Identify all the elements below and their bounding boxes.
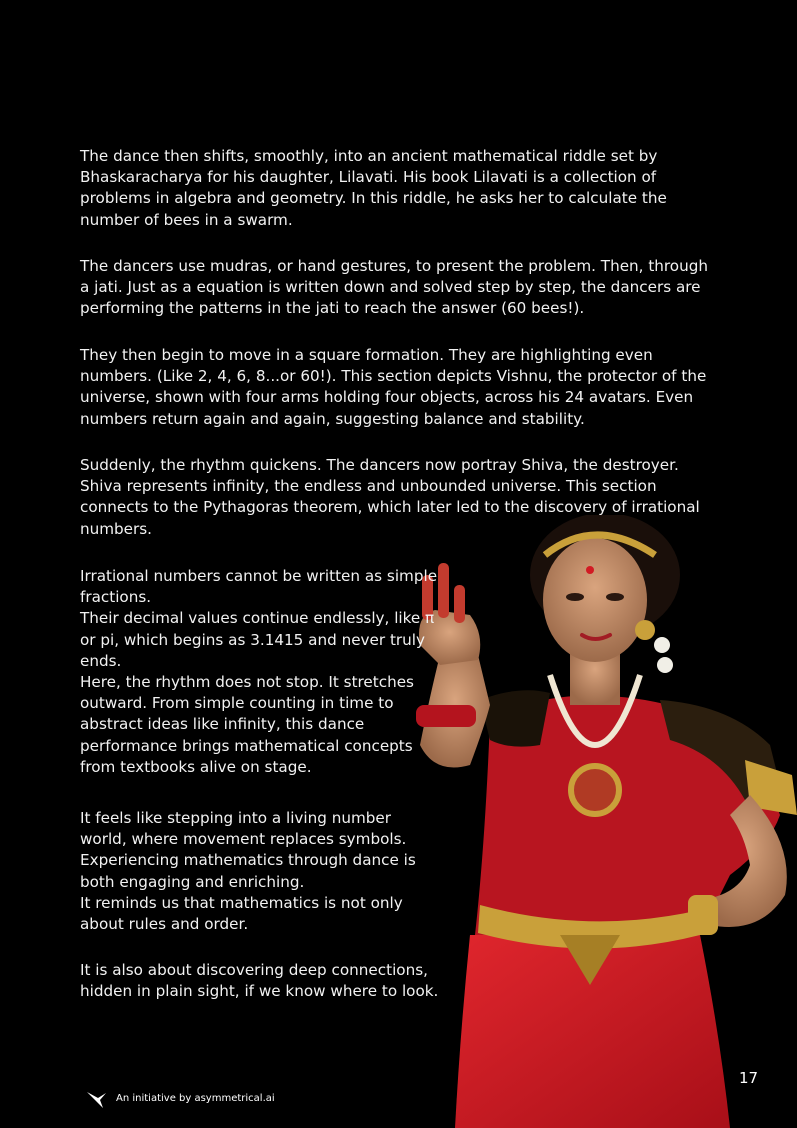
- bird-icon: [86, 1087, 108, 1109]
- paragraph-living-number-world: It feels like stepping into a living number world, where movement replaces symbols. Experiencing mathematics through dance is both engaging and enriching. It reminds us that mathematics is not only about rules and order.: [80, 809, 416, 934]
- page-number: 17: [739, 1069, 759, 1087]
- paragraph-shiva-infinity: Suddenly, the rhythm quickens. The dancers now portray Shiva, the destroyer. Shiva represents infinity, the endless and unbounded universe. This section connects to the Pythagoras theorem, which later led to the discovery of irrational numbers.: [80, 456, 700, 538]
- paragraph-bhaskaracharya-riddle: The dance then shifts, smoothly, into an ancient mathematical riddle set by Bhaskaracharya for his daughter, Lilavati. His book Lilavati is a collection of problems in algebra and geometry. In this riddle, he asks her to calculate the number of bees in a swarm.: [80, 147, 667, 229]
- paragraph-vishnu-even-numbers: They then begin to move in a square formation. They are highlighting even numbers. (Like 2, 4, 6, 8...or 60!). This section depicts Vishnu, the protector of the universe, shown with four arms holding four objects, across his 24 avatars. Even numbers return again and again, suggesting balance and stability.: [80, 346, 707, 428]
- paragraph-irrational-numbers: Irrational numbers cannot be written as simple fractions. Their decimal values continue endlessly, like π or pi, which begins as 3.1415 and never truly ends. Here, the rhythm does not stop. It stretches outward. From simple counting in time to abstract ideas like infinity, this dance performance brings mathematical concepts from textbooks alive on stage.: [80, 567, 438, 776]
- footer-text: An initiative by asymmetrical.ai: [116, 1092, 275, 1104]
- paragraph-deep-connections: It is also about discovering deep connections, hidden in plain sight, if we know where to look.: [80, 961, 439, 1001]
- paragraph-mudras-jati: The dancers use mudras, or hand gestures, to present the problem. Then, through a jati. Just as a equation is written down and solved step by step, the dancers are performing the patterns in the jati to reach the answer (60 bees!).: [80, 257, 708, 318]
- footer: [86, 1085, 275, 1111]
- dancer-image: [400, 515, 797, 1128]
